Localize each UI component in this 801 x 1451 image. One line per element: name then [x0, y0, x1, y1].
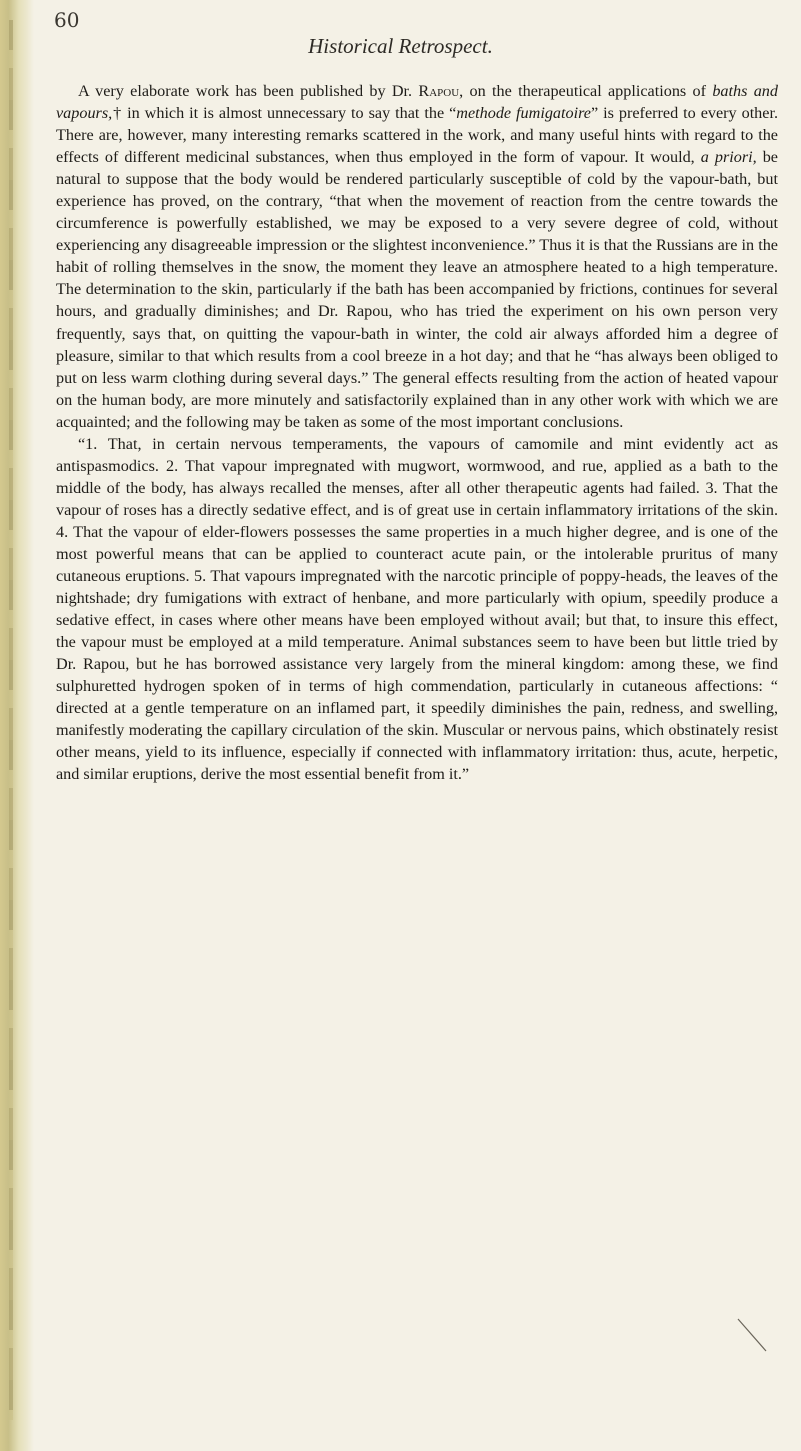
page-number: 60	[54, 8, 80, 32]
running-head: Historical Retrospect.	[308, 34, 493, 58]
footnote-mark: †	[112, 104, 123, 123]
body-text	[56, 80, 778, 786]
book-title: baths and vapours,	[56, 82, 778, 123]
paragraph-rapou-work: A very elaborate work has been published by Dr. Rapou, on the therapeutical applications of baths and vapours,† in which it is almost unnecessary to say that the “methode fumigatoire” is preferred to every other. There are, however, many interesting remarks scattered in the work, and many useful hints with regard to the effects of different medicinal substances, when thus employed in the form of vapour. It would, a priori, be natural to suppose that the body would be rendered particularly susceptible of cold by the vapour-bath, but experience has proved, on the contrary, “that when the movement of reaction from the centre towards the circumference is powerfully established, we may be exposed to a very severe degree of cold, without experiencing any disagreeable impression or the slightest inconvenience.” Thus it is that the Russians are in the habit of rolling themselves in the snow, the moment they leave an atmosphere heated to a high temperature. The determination to the skin, particularly if the bath has been accompanied by frictions, continues for several hours, and gradually diminishes; and Dr. Rapou, who has tried the experiment on his own person very frequently, says that, on quitting the vapour-bath in winter, the cold air always afforded him a degree of pleasure, similar to that which results from a cool breeze in a hot day; and that he “has always been obliged to put on less warm clothing during several days.” The general effects resulting from the action of heated vapour on the human body, are more minutely and satisfactorily explained than in any other work with which we are acquainted; and the following may be taken as some of the most important conclusions.	[56, 82, 779, 431]
latin-phrase: a priori,	[700, 148, 757, 167]
paragraph-conclusions: “1. That, in certain nervous temperaments, the vapours of camomile and mint evidently act as antispasmodics. 2. That vapour impregnated with mugwort, wormwood, and rue, applied as a bath to the middle of the body, has always recalled the menses, after all other therapeutic agents had failed. 3. That the vapour of roses has a directly sedative effect, and is of great use in certain inflammatory irritations of the skin. 4. That the vapour of elder-flowers possesses the same properties in a much higher degree, and is one of the most powerful means that can be applied to counteract acute pain, or the intolerable pruritus of many cutaneous eruptions. 5. That vapours impregnated with the narcotic principle of poppy-heads, the leaves of the nightshade; dry fumigations with extract of henbane, and more particularly with opium, speedily produce a sedative effect, in cases where other means have been employed without avail; but that, to insure this effect, the vapour must be employed at a mild temperature. Animal substances seem to have been but little tried by Dr. Rapou, but he has borrowed assistance very largely from the mineral kingdom: among these, we find sulphuretted hydrogen spoken of in terms of high commendation, particularly in cutaneous affections: “ directed at a gentle temperature on an inflamed part, it speedily diminishes the pain, redness, and swelling, manifestly moderating the capillary circulation of the skin. Muscular or nervous pains, which obstinately resist other means, yield to its influence, especially if connected with inflammatory irritation: thus, acute, herpetic, and similar eruptions, derive the most essential benefit from it.”	[56, 434, 778, 784]
french-term: methode fumigatoire	[456, 104, 591, 123]
book-binding-edge	[0, 0, 34, 1451]
pencil-mark-icon	[736, 1315, 776, 1355]
author-name: Rapou	[418, 82, 460, 100]
